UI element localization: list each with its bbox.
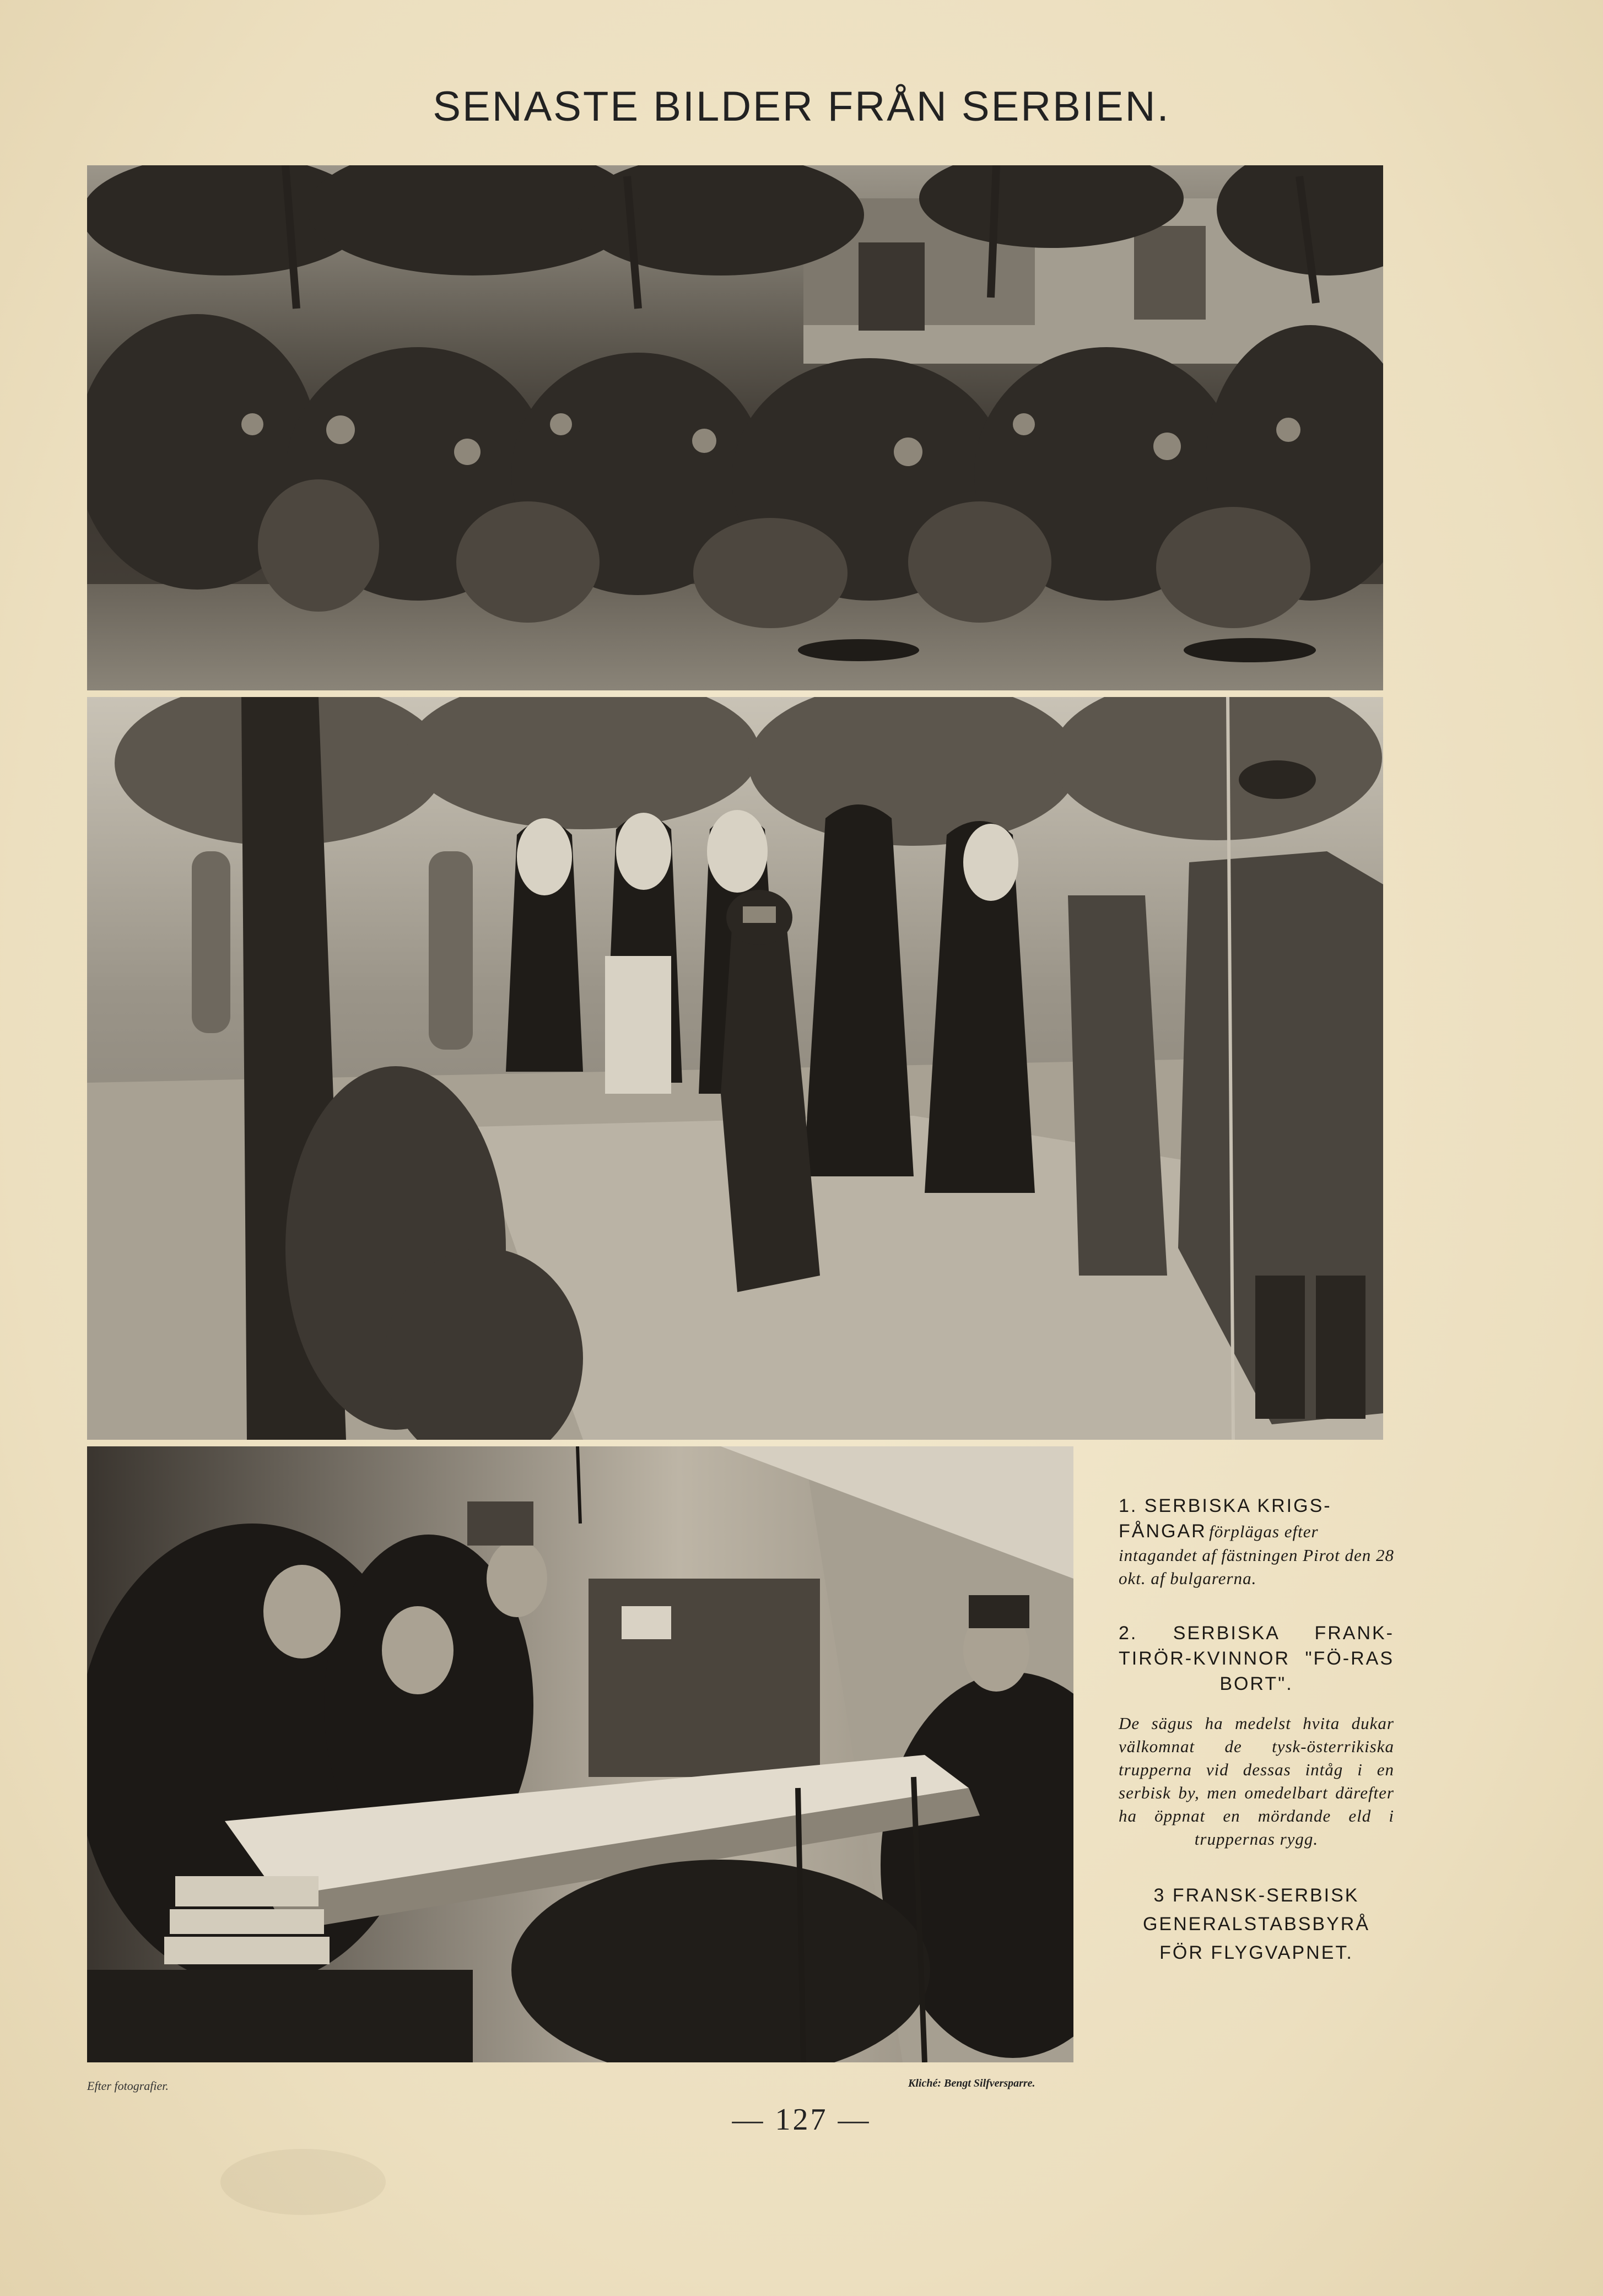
serbian-prisoners-seated-photo [87,165,1383,690]
caption-1 [1119,1493,1394,1590]
caption-1-text: förplägas efter intagandet af fästningen Pirot den 28 okt. af bulgarerna. [1119,1522,1394,1588]
page-number: — 127 — [732,2103,871,2137]
caption-2-text: De sägus ha medelst hvita dukar välkomnat de tysk-österrikiska trupperna vid dessas intåg i en serbisk by, men omedelbart därefter ha öppnat en mördande eld i truppernas rygg. [1119,1714,1394,1849]
page-title: SENASTE BILDER FRÅN SERBIEN. [433,83,1170,130]
photo-1-image [87,165,1383,690]
caption-2 [1119,1620,1394,1851]
serbian-women-led-away-photo [87,697,1383,1440]
caption-3-heading: 3 FRANSK-SERBISK GENERALSTABSBYRÅ FÖR FLYGVAPNET. [1142,1885,1370,1963]
caption-1-heading-word: FÅNGAR [1119,1521,1207,1542]
photo-captions [1119,1493,1394,1997]
photo-credit: Efter fotografier. [87,2079,169,2093]
engraving-credit: Kliché: Bengt Silfversparre. [908,2077,1035,2089]
photo-2-image [87,697,1383,1440]
caption-3 [1119,1881,1394,1967]
general-staff-office-tent-photo [87,1446,1073,2062]
photo-3-image [87,1446,1073,2062]
caption-1-heading: 1. SERBISKA KRIGS- [1119,1495,1332,1516]
paper-stain [220,2149,386,2215]
caption-2-heading: 2. SERBISKA FRANK-TIRÖR-KVINNOR "FÖ-RAS BORT". [1119,1623,1394,1694]
